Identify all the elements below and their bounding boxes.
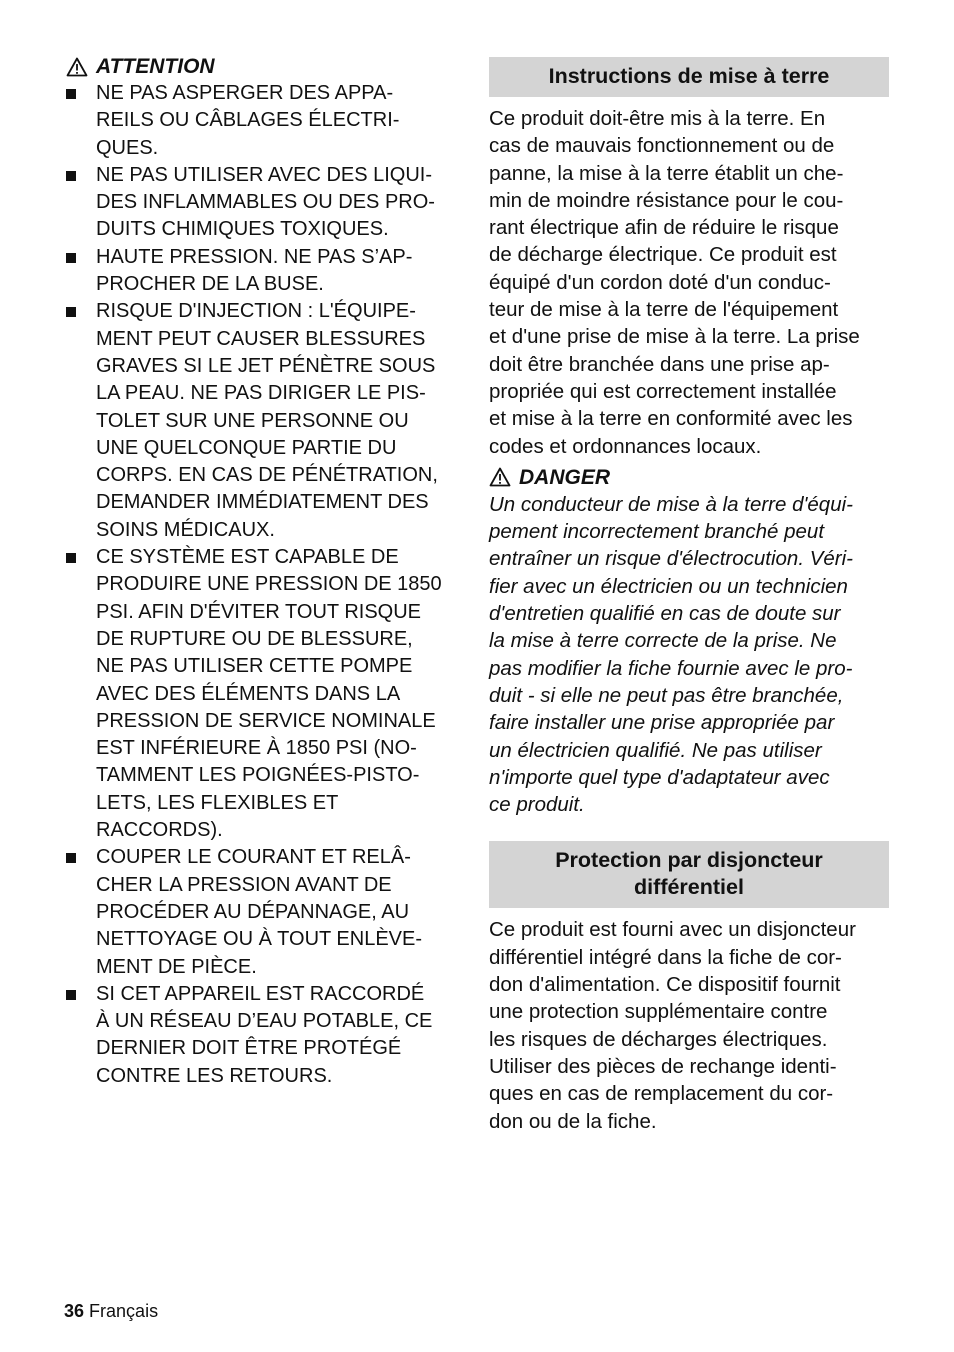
list-item-text: CE SYSTÈME EST CAPABLE DE PRODUIRE UNE PRESSION DE 1850 PSI. AFIN D'ÉVITER TOUT RISQUE DE RUPTURE OU DE BLESSURE, NE PAS UTILISER CETTE POMPE AVEC DES ÉLÉMENTS DANS LA PRESSION DE SERVICE NOMINALE EST INFÉRIEURE À 1850 PSI (NO- TAMMENT LES POIGNÉES-PISTO- LETS, LES FLEXIBLES ET RACCORDS). <box>96 546 442 842</box>
bullet-square-icon <box>66 307 76 317</box>
grounding-section-title: Instructions de mise à terre <box>489 57 889 97</box>
list-item-text: SI CET APPAREIL EST RACCORDÉ À UN RÉSEAU D’EAU POTABLE, CE DERNIER DOIT ÊTRE PROTÉGÉ CONTRE LES RETOURS. <box>96 982 433 1087</box>
list-item <box>66 844 466 980</box>
danger-heading <box>489 464 889 491</box>
bullet-square-icon <box>66 89 76 99</box>
list-item-text: COUPER LE COURANT ET RELÂ- CHER LA PRESSION AVANT DE PROCÉDER AU DÉPANNAGE, AU NETTOYAGE OU À TOUT ENLÈVE- MENT DE PIÈCE. <box>96 846 423 978</box>
list-item-text: NE PAS UTILISER AVEC DES LIQUI- DES INFLAMMABLES OU DES PRO- DUITS CHIMIQUES TOXIQUES. <box>96 163 435 241</box>
list-item-text: RISQUE D'INJECTION : L'ÉQUIPE- MENT PEUT CAUSER BLESSURES GRAVES SI LE JET PÉNÈTRE SOUS LA PEAU. NE PAS DIRIGER LE PIS- TOLET SUR UNE PERSONNE OU UNE QUELCONQUE PARTIE DU CORPS. EN CAS DE PÉNÉTRATION, DEMANDER IMMÉDIATEMENT DES SOINS MÉDICAUX. <box>96 300 438 541</box>
bullet-square-icon <box>66 990 76 1000</box>
left-column <box>66 53 466 1090</box>
list-item <box>66 80 466 162</box>
bullet-square-icon <box>66 253 76 263</box>
list-item <box>66 298 466 544</box>
attention-heading-text: ATTENTION <box>96 55 215 78</box>
right-column <box>489 57 889 1135</box>
gfci-section-title: Protection par disjoncteur différentiel <box>489 841 889 908</box>
list-item <box>66 162 466 244</box>
attention-list <box>66 80 466 1090</box>
bullet-square-icon <box>66 553 76 563</box>
list-item <box>66 981 466 1090</box>
danger-heading-text: DANGER <box>519 465 611 489</box>
footer-language: Français <box>89 1301 159 1321</box>
bullet-square-icon <box>66 853 76 863</box>
bullet-square-icon <box>66 171 76 181</box>
gfci-body: Ce produit est fourni avec un disjoncteur différentiel intégré dans la fiche de cor- don d'alimentation. Ce dispositif fournit une protection supplémentaire contre les risques de décharges électriques. Utiliser des pièces de rechange identi- ques en cas de remplacement du cor- don ou de la fiche. <box>489 918 856 1133</box>
list-item-text: NE PAS ASPERGER DES APPA- REILS OU CÂBLAGES ÉLECTRI- QUES. <box>96 82 400 159</box>
page-number: 36 <box>64 1301 85 1321</box>
list-item-text: HAUTE PRESSION. NE PAS S’AP- PROCHER DE LA BUSE. <box>96 245 413 296</box>
warning-triangle-icon <box>489 467 511 487</box>
grounding-body: Ce produit doit-être mis à la terre. En cas de mauvais fonctionnement ou de panne, la mise à la terre établit un che- min de moindre résistance pour le cou- rant électrique afin de réduire le risque de décharge électrique. Ce produit est équipé d'un cordon doté d'un conduc- teur de mise à la terre de l'équipement et d'une prise de mise à la terre. La prise doit être branchée dans une prise ap- propriée qui est correctement installée et mise à la terre en conformité avec les codes et ordonnances locaux. <box>489 107 860 458</box>
warning-triangle-icon <box>66 57 88 77</box>
list-item <box>66 244 466 299</box>
danger-body: Un conducteur de mise à la terre d'équi- pement incorrectement branché peut entraîner un risque d'électrocution. Véri- fier avec un électricien ou un technicien d'entretien qualifié en cas de doute sur la mise à terre correcte de la prise. Ne pas modifier la fiche fournie avec le pro- duit - si elle ne peut pas être branchée, faire installer une prise appropriée par un électricien qualifié. Ne pas utiliser n'importe quel type d'adaptateur avec ce produit. <box>489 492 853 817</box>
page-footer <box>64 1301 158 1322</box>
attention-heading <box>66 53 466 80</box>
list-item <box>66 544 466 844</box>
